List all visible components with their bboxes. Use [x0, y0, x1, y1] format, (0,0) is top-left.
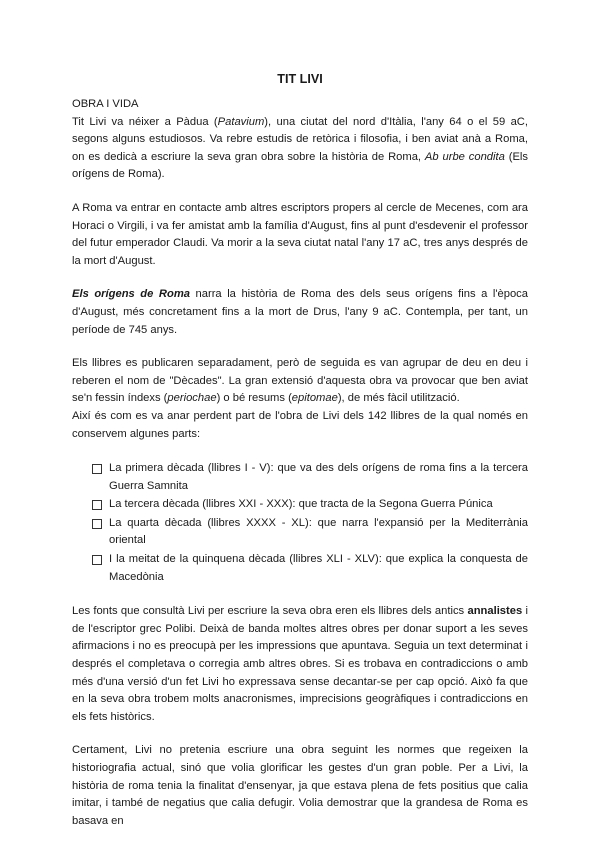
spacer	[72, 726, 528, 742]
spacer	[72, 443, 528, 460]
paragraph-lost-parts: Així és com es va anar perdent part de l'obra de Livi dels 142 llibres de la qual només en conservem algunes parts:	[72, 409, 528, 440]
checkbox-icon	[92, 519, 102, 529]
p1-italic-work-title: Ab urbe condita	[424, 150, 505, 163]
p4-text-c: ) o bé resums (	[216, 392, 292, 405]
paragraph-rome: A Roma va entrar en contacte amb altres escriptors propers al cercle de Mecenes, com ara Horaci o Virgili, i va fer amistat amb la família d'August, fins al punt d'esdevenir el professor del futur emperador Claudi. Va morir a la seva ciutat natal l'any 17 aC, tres anys després de la mort d'August.	[72, 201, 528, 267]
list-item	[92, 515, 528, 550]
p3-bold-italic-title: Els orígens de Roma	[72, 288, 190, 301]
page-title: TIT LIVI	[277, 72, 323, 86]
surviving-parts-list	[72, 460, 528, 586]
spacer	[72, 587, 528, 603]
p1-text-e: (Els orígens de Roma).	[72, 150, 529, 181]
p1-text-c: ), una ciutat del nord d'Itàlia, l'any 64 o el 59 aC, segons alguns estudiosos. Va rebre estudis de retòrica i filosofia, i ben aviat anà a Roma, on es dedicà a escriure la seva gran obra sobre la història de Roma,	[72, 115, 528, 163]
paragraph-work-scope	[72, 286, 528, 339]
list-item-text: La quarta dècada (llibres XXXX - XL): que narra l'expansió per la Mediterrània oriental	[109, 516, 528, 547]
list-item	[92, 496, 528, 514]
checkbox-icon	[92, 464, 102, 474]
p3-text-b: narra la història de Roma des dels seus orígens fins a l'època d'August, més concretament fins a la mort de Drus, l'any 9 aC. Contempla, per tant, un període de 745 anys.	[72, 288, 528, 336]
p6-text-a: Les fonts que consultà Livi per escriure la seva obra eren els llibres dels antics	[72, 605, 468, 618]
checkbox-icon	[92, 555, 102, 565]
list-item-text: La tercera dècada (llibres XXI - XXX): que tracta de la Segona Guerra Púnica	[109, 498, 493, 511]
paragraph-sources	[72, 603, 528, 726]
p6-text-c: i de l'escriptor grec Polibi. Deixà de banda moltes altres obres per donar suport a les seves afirmacions i no es preocupà per les impressions que apuntava. Seguia un text determinat i després el completava o corregia amb altres obres. Si es trobava en contradiccions o amb més d'una versió d'un fet Livi ho expressava sense decantar-se per cap opció. Això fa que en la seva obra trobem molts anacronismes, imprecisions geogràfiques i contradiccions en els fets històrics.	[72, 605, 529, 723]
p6-bold-annalistes: annalistes	[467, 605, 523, 618]
list-item	[92, 551, 528, 586]
p1-text-a: Tit Livi va néixer a Pàdua (	[72, 115, 218, 128]
p4-italic-epitomae: epitomae	[291, 392, 338, 405]
list-item	[92, 460, 528, 495]
paragraph-purpose: Certament, Livi no pretenia escriure una obra seguint les normes que regeixen la historiografia actual, sinó que volia glorificar les gestes d'un gran poble. Per a Livi, la història de roma tenia la finalitat d'ensenyar, ja que estava plena de fets positius que calia imitar, i també de negatius que calia defugir. Volia demostrar que la grandesa de Roma es basava en	[72, 744, 528, 827]
document-body	[72, 70, 528, 830]
p4-text-e: ), de més fàcil utilització.	[337, 392, 460, 405]
list-item-text: La primera dècada (llibres I - V): que va des dels orígens de roma fins a la tercera Guerra Samnita	[109, 462, 528, 492]
spacer	[72, 184, 528, 200]
p4-text-a: Els llibres es publicaren separadament, però de seguida es van agrupar de deu en deu i reberen el nom de "Dècades". La gran extensió d'aquesta obra va provocar que ben aviat se'n fessin índexs (	[72, 357, 528, 405]
section-heading: OBRA I VIDA	[72, 98, 139, 110]
paragraph-birth	[72, 114, 528, 184]
checkbox-icon	[92, 500, 102, 510]
p1-italic-patavium: Patavium	[217, 115, 265, 128]
p4-italic-periochae: periochae	[167, 392, 217, 405]
spacer	[72, 270, 528, 286]
list-item-text: I la meitat de la quinquena dècada (llibres XLI - XLV): que explica la conquesta de Macedònia	[109, 553, 528, 583]
paragraph-decades	[72, 355, 528, 408]
spacer	[72, 339, 528, 355]
